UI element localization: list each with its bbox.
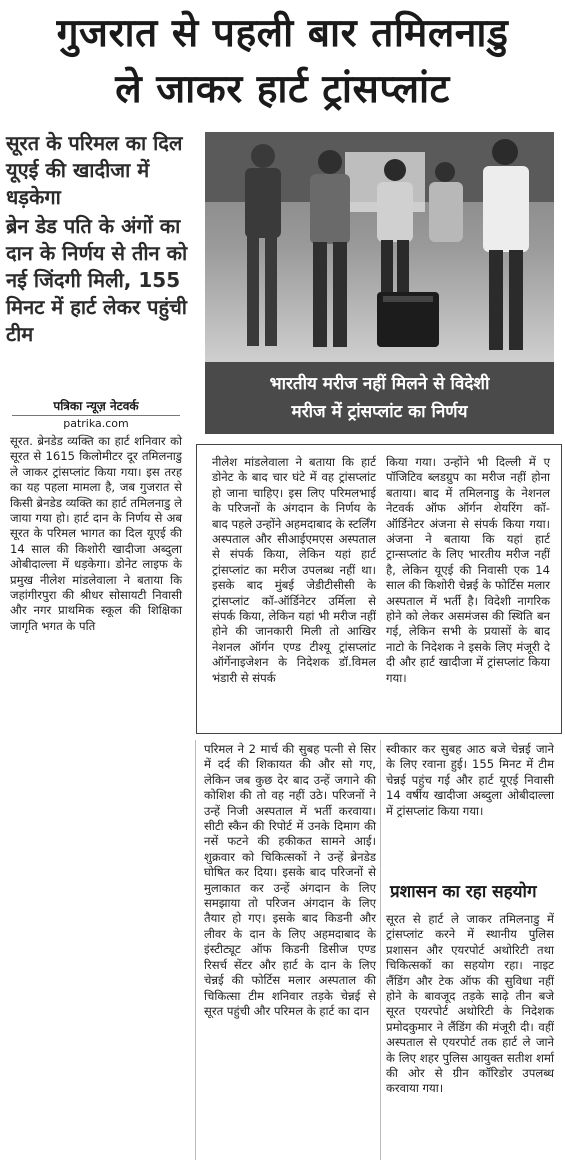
banner-line-1: भारतीय मरीज नहीं मिलने से विदेशी [269, 374, 490, 394]
headline-line-2: ले जाकर हार्ट ट्रांसप्लांट [115, 67, 450, 112]
section-heading: प्रशासन का रहा सहयोग [390, 882, 537, 902]
news-photo-image [205, 132, 554, 362]
headline [0, 0, 565, 128]
byline [12, 398, 180, 431]
news-photo [205, 132, 554, 362]
headline-line-1: गुजरात से पहली बार तमिलनाडु [56, 11, 509, 56]
sidebar-column-1: नीलेश मांडलेवाला ने बताया कि हार्ट डोनेट के बाद चार घंटे में वह ट्रांसप्लांट हो जाना चाहिए। इस लिए परिमलभाई के परिजनों के अंगदान के निर्णय के बाद पहले उन्होंने अहमदाबाद के स्टर्लिंग अस्पताल और सीआईएमएस अस्पताल से संपर्क किया, लेकिन यहां हार्ट ट्रांसप्लांट का मरीज उपलब्ध नहीं था। इसके बाद मुंबई जेडीटीसीसी के ट्रांसप्लांट कॉ-ऑर्डिनेटर उर्मिला से संपर्क किया, लेकिन यहां भी मरीज नहीं होने की जानकारी मिली तो आखिर नेशनल ऑर्गन एण्ड टीश्यू ट्रांसप्लांट ऑर्गेनाइजेशन के निदेशक डॉ.विमल भंडारी से संपर्क [212, 455, 376, 685]
article-column-1: सूरत. ब्रेनडेड व्यक्ति का हार्ट शनिवार को सूरत से 1615 किलोमीटर दूर तमिलनाडु ले जाकर ट्रांसप्लांट किया गया। इस तरह का यह पहला मामला है, जब गुजरात से किसी ब्रेनडेड व्यक्ति का हार्ट तमिलनाडु ले जाया गया हो। हार्ट दान के निर्णय से अब सूरत के परिमल भागत का दिल यूएई की 14 साल की किशोरी खादीजा अब्दुला ओबीदाल्ला में धड़केगा। डोनेट लाइफ के प्रमुख नीलेश मांडलेवाला ने बताया कि जहांगीरपुरा की श्रीधर सोसायटी निवासी और नगर प्राथमिक स्कूल की शिक्षिका जागृति भगत के पति [10, 434, 182, 633]
kicker-block [6, 130, 190, 348]
kicker-secondary: ब्रेन डेड पति के अंगों का दान के निर्णय से तीन को नई जिंदगी मिली, 155 मिनट में हार्ट लेकर पहुंची टीम [6, 214, 188, 346]
byline-site: patrika.com [12, 415, 180, 431]
article-column-4: सूरत से हार्ट ले जाकर तमिलनाडु में ट्रांसप्लांट करने में स्थानीय पुलिस प्रशासन और एयरपोर्ट अथोरिटी तथा चिकित्सकों का सहयोग रहा। नाइट लैंडिंग और टेक ऑफ की सुविधा नहीं होने के बावजूद तड़के साढ़े तीन बजे सूरत एयरपोर्ट अथोरिटी के निदेशक प्रमोदकुमार ने लैंडिंग की मंजूरी दी। वहीं अस्पताल से एयरपोर्ट तक हार्ट ले जाने के लिए शहर पुलिस आयुक्त सतीश शर्मा की ओर से ग्रीन कॉरिडोर उपलब्ध करवाया गया। [386, 912, 554, 1096]
column-divider [380, 740, 381, 1160]
sidebar-column-2: किया गया। उन्होंने भी दिल्ली में ए पॉजिटिव ब्लडग्रुप का मरीज नहीं होना बताया। बाद में तमिलनाडु के नेशनल नेटवर्क ऑफ ऑर्गन शेयरिंग कॉ-ऑर्डिनेटर अंजना से संपर्क किया गया। अंजना ने बताया कि यहां हार्ट ट्रान्सप्लांट के लिए भारतीय मरीज नहीं है, लेकिन यूएई की निवासी एक 14 साल की किशोरी चेन्नई के फोर्टिस मलार अस्पताल में भर्ती है। विदेशी नागरिक होने को लेकर असमंजस की स्थिति बन गई, लेकिन सभी के प्रयासों के बाद नाटो के निदेशक ने इसके लिए मंजूरी दे दी और हार्ट खादीजा में ट्रांसप्लांट किया गया। [386, 455, 550, 685]
article-column-3: स्वीकार कर सुबह आठ बजे चेन्नई जाने के लिए रवाना हुई। 155 मिनट में टीम चेन्नई पहुंच गई और हार्ट यूएई निवासी 14 वर्षीय खादीजा अब्दुला ओबीदाल्ला में ट्रांसप्लांट किया गया। [386, 742, 554, 818]
kicker-primary: सूरत के परिमल का दिल यूएई की खादीजा में धड़केगा [6, 131, 183, 209]
article-column-2: परिमल ने 2 मार्च की सुबह पत्नी से सिर में दर्द की शिकायत की और सो गए, लेकिन जब कुछ देर बाद उन्हें जगाने की कोशिश की तो वह नहीं उठे। परिजनों ने उन्हें निजी अस्पताल में भर्ती करवाया। सीटी स्कैन की रिपोर्ट में उनके दिमाग की नसें फटने की हकीकत सामने आई। शुक्रवार को चिकित्सकों ने उन्हें ब्रेनडेड घोषित कर दिया। इसके बाद परिजनों से मुलाकात कर उन्हें अंगदान के लिए समझाया तो परिजन अंगदान के लिए तैयार हो गए। इसके बाद किडनी और लीवर के दान के लिए अहमदाबाद के इंस्टीट्यूट ऑफ किडनी डिसीज एण्ड रिसर्च सेंटर और हार्ट के दान के लिए चेन्नई की फोर्टिस मलार अस्पताल की चिकित्सा टीम शनिवार तड़के चेन्नई से सूरत पहुंची और परिमल के हार्ट का दान [204, 742, 376, 1018]
photo-caption-banner [205, 362, 554, 434]
banner-line-2: मरीज में ट्रांसप्लांट का निर्णय [291, 402, 468, 422]
byline-agency: पत्रिका न्यूज़ नेटवर्क [53, 399, 139, 413]
column-divider [195, 740, 196, 1160]
